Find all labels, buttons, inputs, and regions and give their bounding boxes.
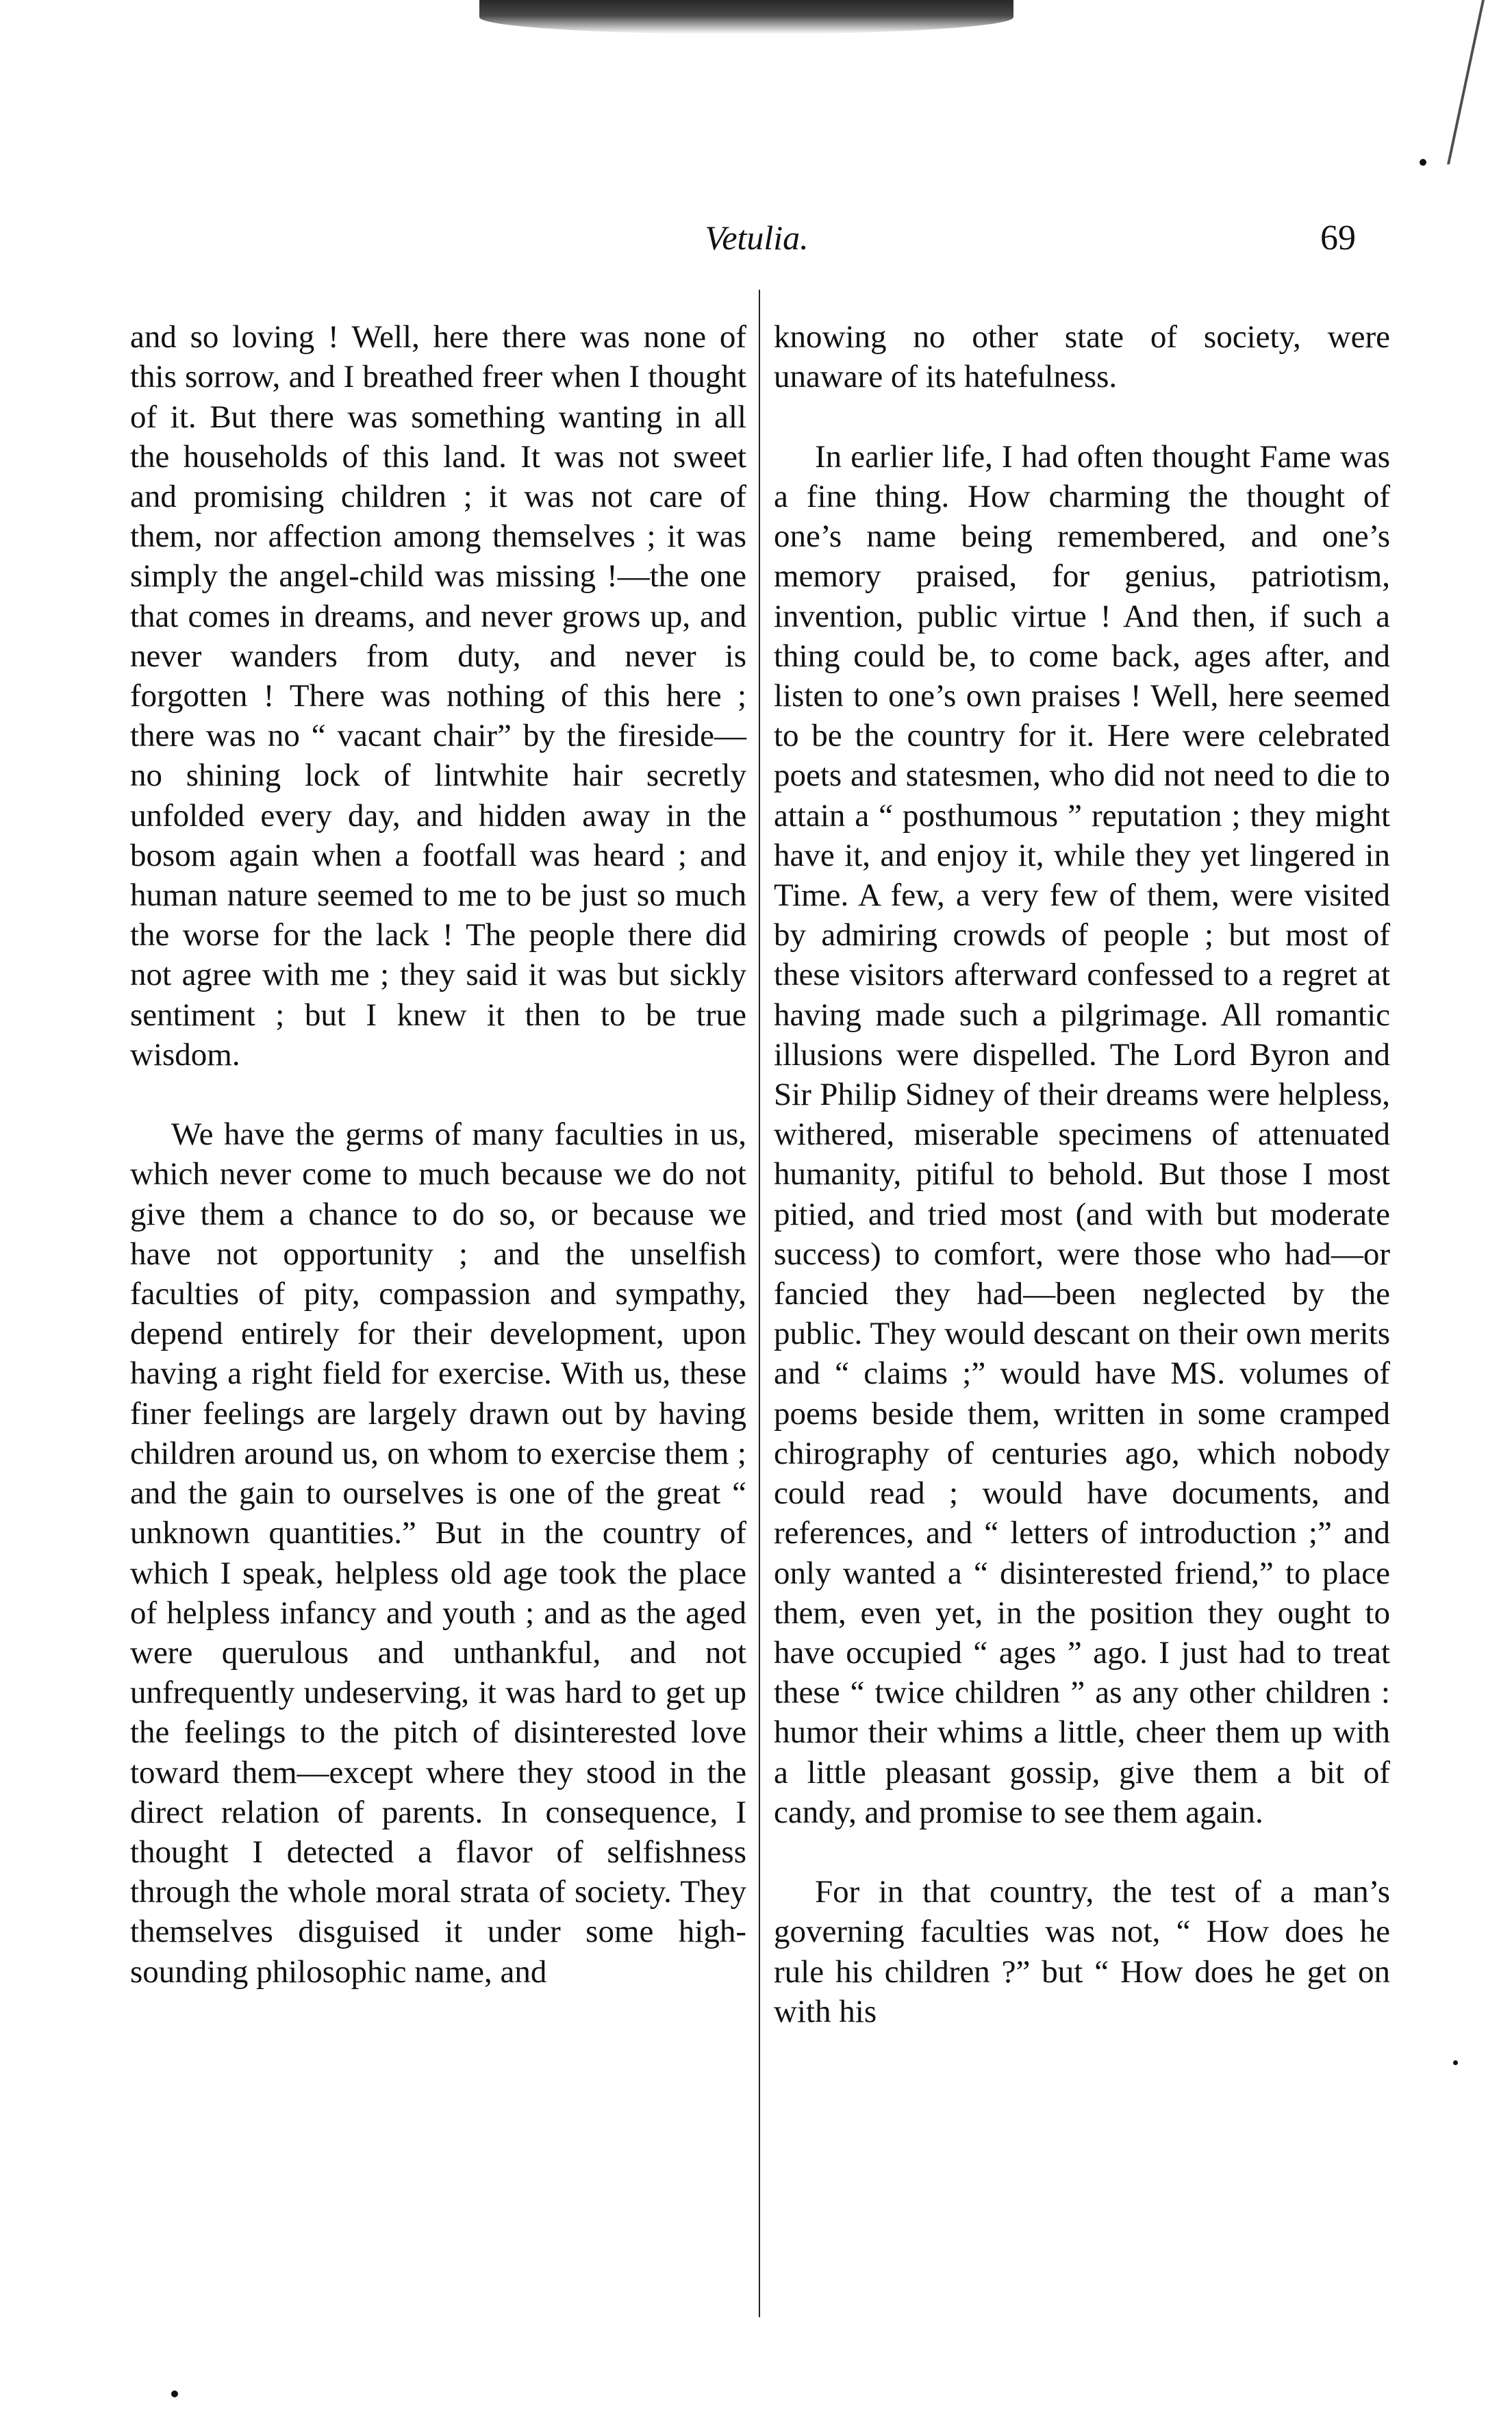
paragraph: and so loving ! Well, here there was none of this sorrow, and I breathed freer when I thought of it. But there was something wanting in all the households of this land. It was not sweet and promising children ; it was not care of them, nor affection among themselves ; it was simply the angel-child was missing !—the one that comes in dreams, and never grows up, and never wanders from duty, and never is forgotten ! There was nothing of this here ; there was no “ vacant chair” by the fireside— no shining lock of lintwhite hair secretly unfolded every day, and hidden away in the bosom again when a footfall was heard ; and human nature seemed to me to be just so much the worse for the lack ! The people there did not agree with me ; they said it was but sickly sentiment ; but I knew it then to be true wisdom. (130, 319, 746, 1073)
column-divider (759, 290, 760, 2317)
paragraph: For in that country, the test of a man’s governing faculties was not, “ How does he rule his children ?” but “ How does he get on with his (774, 1874, 1390, 2030)
scan-edge-mark (1447, 0, 1512, 164)
scan-ink-smudge (479, 0, 1013, 34)
left-column (130, 277, 746, 2032)
page-number: 69 (1320, 218, 1356, 258)
paragraph: In earlier life, I had often thought Fame was a fine thing. How charming the thought of one’s name being remembered, and one’s memory praised, for genius, patriotism, invention, public virtue ! And then, if such a thing could be, to come back, ages after, and listen to one’s own praises ! Well, here seemed to be the country for it. Here were celebrated poets and statesmen, who did not need to die to attain a “ posthumous ” reputation ; they might have it, and enjoy it, while they yet lingered in Time. A few, a very few of them, were visited by admiring crowds of people ; but most of these visitors afterward confessed to a regret at having made such a pilgrimage. All romantic illusions were dispelled. The Lord Byron and Sir Philip Sidney of their dreams were helpless, withered, miserable specimens of attenuated humanity, pitiful to behold. But those I most pitied, and tried most (and with but moderate success) to comfort, were those who had—or fancied they had—been neglected by the public. They would descant on their own merits and “ claims ;” would have MS. volumes of poems beside them, written in some cramped chirography of centuries ago, which nobody could read ; would have documents, and references, and “ letters of introduction ;” and only wanted a “ disinterested friend,” to place them, even yet, in the position they ought to have occupied “ ages ” ago. I just had to treat these “ twice children ” as any other children : humor their whims a little, cheer them up with a little pleasant gossip, give them a bit of candy, and promise to see them again. (774, 438, 1390, 1830)
page-header (130, 212, 1383, 267)
scan-speck (1420, 159, 1426, 166)
right-column (774, 277, 1390, 2071)
paragraph: We have the germs of many faculties in us, which never come to much because we do not give them a chance to do so, or because we have not opportunity ; and the unselfish faculties of pity, compassion and sympathy, depend entirely for their development, upon having a right field for exercise. With us, these finer feelings are largely drawn out by having children around us, on whom to exercise them ; and the gain to ourselves is one of the great “ unknown quantities.” But in the country of which I speak, helpless old age took the place of helpless infancy and youth ; and as the aged were querulous and unthankful, and not unfrequently undeserving, it was hard to get up the feelings to the pitch of disinterested love toward them—except where they stood in the direct relation of parents. In consequence, I thought I detected a flavor of selfishness through the whole moral strata of society. They themselves disguised it under some high-sounding philosophic name, and (130, 1116, 746, 1990)
scan-speck (1453, 2060, 1458, 2065)
text-columns (130, 277, 1397, 2319)
paragraph: knowing no other state of society, were unaware of its hatefulness. (774, 319, 1390, 395)
running-title: Vetulia. (705, 218, 809, 257)
scan-speck (171, 2390, 178, 2397)
